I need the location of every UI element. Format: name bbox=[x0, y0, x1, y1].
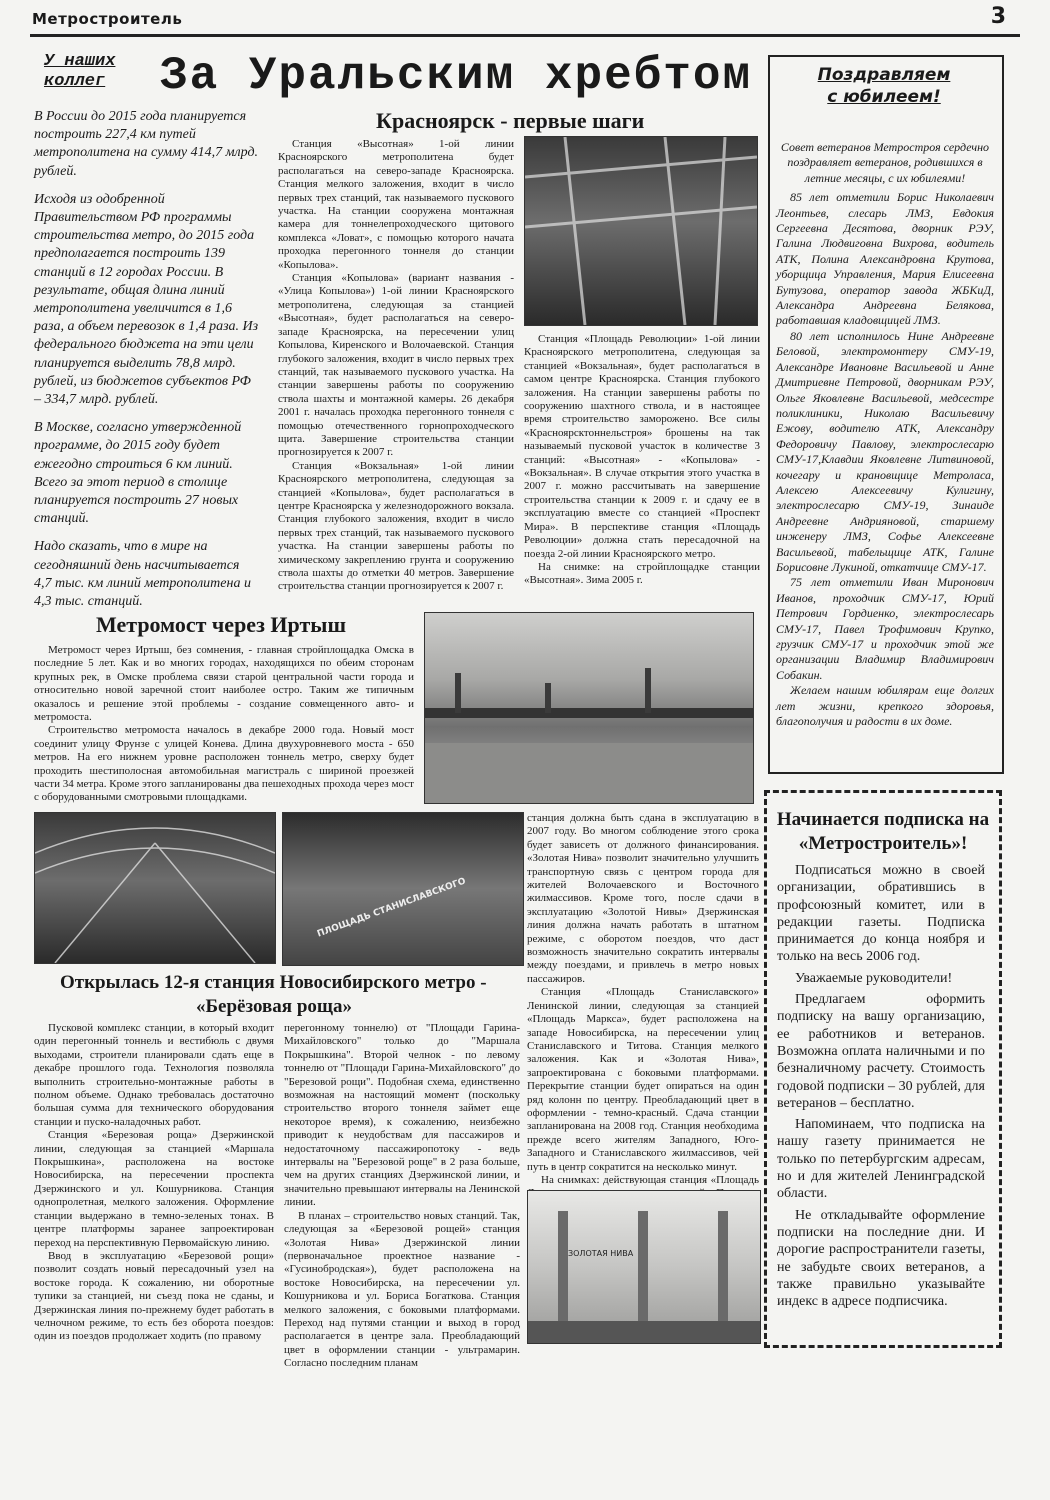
article-paragraph: Пусковой комплекс станции, в который входит один перегонный тоннель и вестибюль с двумя выходами, строители планировали сдать еще в декабре прошлого года. Технология позволяла выполнить строительно-монтажные работы в полном объеме. Однако требовалась достаточно большая сумма для технического оборудования станции и пуско-наладочных работ. bbox=[34, 1022, 274, 1128]
article-paragraph: Станция «Березовая роща» Дзержинской линии, следующая за станцией «Маршала Покрышкина», расположена на востоке Новосибирска, на пересечении проспекта Дзержинского и ул. Кошурникова. Станция однопролетная, мелкого заложения. Оформление станции выдержано в темно-зеленых тонах. В центре платформы заранее запроектирован переход на перспективную Первомайскую линию. bbox=[34, 1129, 274, 1249]
article-paragraph: Станция «Площадь Станиславского» Ленинской линии, следующая за станцией «Площадь Маркса», будет расположена на западе Новосибирска, на пересечении улиц Станиславского и Титова. Станция мелкого заложения. Как и «Золотая Нива», запроектирована с боковыми платформами. Перекрытие станции будет опираться на один ряд колонн по центру. Преобладающий цвет в оформлении - темно-красный. Сдача станции запланирована на 2008 год. Станция необходима прежде всего жителям Западного, Юго-Западного и Станиславского жилмассивов, чей путь в центр сократится на несколько минут. bbox=[527, 986, 759, 1173]
intro-paragraph: В Москве, согласно утвержденной программе, до 2015 году будет ежегодно строиться 6 км линий. Всего за этот период в столице планируется построить 27 новых станций. bbox=[34, 420, 242, 527]
krasnoyarsk-col1 bbox=[278, 138, 514, 594]
photo-station-project bbox=[282, 812, 524, 966]
omsk-title: Метромост через Иртыш bbox=[96, 612, 347, 637]
subscription-paragraph: Напоминаем, что подписка на нашу газету принимается не только по петербургским адресам, но и для жителей Ленинградской области. bbox=[777, 1117, 985, 1202]
newspaper-name: Метростроитель bbox=[32, 10, 183, 28]
krasnoyarsk-col2 bbox=[524, 333, 760, 588]
congrats-paragraph: 75 лет отметили Иван Миронович Иванов, проходчик СМУ-17, Юрий Петрович Гордиенко, электрослесарь СМУ-17, Павел Трофимович Крупко, грузчик СМУ-17 и проходчик этой же организации Владимир Владимирович Собакин. bbox=[776, 575, 994, 682]
subscription-title: Начинается подписка на «Метростроитель»! bbox=[776, 809, 990, 854]
article-paragraph: Строительство метромоста началось в декабре 2000 года. Новый мост соединит улицу Фрунзе с улицей Конева. Длина двухуровневого моста - 650 метров. На его нижнем уровне расположен тоннель метро, сверху будет проходить шестиполосная автомобильная магистраль с шириной проезжей части 34 метра. Кроме этого запланированы два пешеходных прохода через мост с оборудованными смотровыми площадками. bbox=[34, 724, 414, 804]
intro-paragraph: Исходя из одобренной Правительством РФ программы строительства метро, до 2015 года предполагается построить 139 станций в 12 городах России. В результате, общая длина линий метрополитена увеличится в 1,6 раза, а объем перевозок в 1,4 раза. Из федерального бюджета на эти цели планируется выделить 78,8 млрд. рублей, из бюджетов субъектов РФ – 334,7 млрд. рублей. bbox=[34, 191, 259, 408]
congrats-paragraph: 80 лет исполнилось Нине Андреевне Беловой, электромонтеру СМУ-19, Александре Ивановне Васильевой и Анне Дмитриевне Петровой, дворникам РЭУ, Ольге Яковлевне Васильевой, медсестре поликлиники, Николаю Васильевичу Ежову, водителю АТК, Александру Федоровичу Павлову, электрослесарю СМУ-17,Клавдии Яковлевне Литвиновой, кочегару и крановщице Метроласа, Алексею Алексеевичу Кулигину, электрослесарю СМУ-19, Зинаиде Андреевне Андрияновой, старшему инженеру ЛМЗ, Софье Алексеевне Васильевой, табельщице АТК, Галине Борисовне Лукиной, откатчице СМУ-17. bbox=[776, 328, 994, 574]
page-number: 3 bbox=[990, 4, 1006, 29]
novosibirsk-col3 bbox=[527, 812, 759, 1214]
article-paragraph: Станция «Площадь Революции» 1-ой линии Красноярского метрополитена, следующая за станцией «Вокзальная», будет располагаться в самом центре Красноярска. Станция глубокого заложения. На станции завершены работы по сооружению шахтного ствола, и в настоящее время строительство заморожено. Все силы «Красноярсктоннельстроя» брошены на так называемый пусковой участок в количестве 3 станций: «Высотная» - «Копылова» - «Вокзальная». В случае открытия этого участка в 2007 г. можно рассчитывать на завершение строительства станции к 2009 г. и сдачу ее в эксплуатацию вместе со станцией «Проспект Мира». В перспективе станция «Площадь Революции» должна стать пересадочной на поезда 2-ой линии Красноярского метро. bbox=[524, 333, 760, 560]
intro-column bbox=[34, 108, 260, 621]
render-sign: ЗОЛОТАЯ НИВА bbox=[568, 1249, 634, 1258]
congrats-paragraph: Желаем нашим юбилярам еще долгих лет жизни, крепкого здоровья, благополучия и радости в их доме. bbox=[776, 683, 994, 729]
congrats-title bbox=[774, 64, 994, 108]
novosibirsk-title-line1: Открылась 12-я станция Новосибирского метро - bbox=[60, 972, 487, 993]
photo-bridge-graphic bbox=[425, 613, 753, 803]
photo-construction-graphic bbox=[525, 137, 757, 325]
subscription-paragraph: Подписаться можно в своей организации, обратившись в профсоюзный комитет, или в редакции газеты. Подписка принимается до конца ноября и только на весь 2006 год. bbox=[777, 863, 985, 965]
render-graphic bbox=[528, 1191, 760, 1343]
station-sign: ПЛОЩАДЬ СТАНИСЛАВСКОГО bbox=[316, 876, 468, 940]
subscription-paragraph: Не откладывайте оформление подписки на последние дни. И дорогие распространители газеты, не забудьте своих ветеранов, а также правильно указывайте индекс в адресе подписчика. bbox=[777, 1207, 985, 1310]
subscription-paragraph: Предлагаем оформить подписку на вашу организацию, ее работников и ветеранов. Возможна оплата наличными и по безналичному расчету. Стоимость годовой подписки – 30 рублей, для ветеранов – бесплатно. bbox=[777, 992, 985, 1111]
photo-ploshchad-lenina bbox=[34, 812, 276, 964]
intro-paragraph: В России до 2015 года планируется построить 227,4 км путей метрополитена на сумму 414,7 млрд. рублей. bbox=[34, 109, 259, 179]
article-paragraph: Станция «Вокзальная» 1-ой линии Красноярского метрополитена, следующая за станцией «Копылова», будет располагаться в центре Красноярска у железнодорожного вокзала. Станция глубокого заложения, входит в число первых трех станций, так называемого пускового участка. На станции завершены работы по химическому закреплению грунта и сооружению ствола шахты до отметки 40 метров. Завершение строительства станции прогнозируется к 2007 г. bbox=[278, 459, 514, 593]
subscription-paragraph: Уважаемые руководители! bbox=[795, 970, 953, 986]
intro-paragraph: Надо сказать, что в мире на сегодняшний день насчитывается 4,7 тыс. км линий метрополитена и 4,3 тыс. станций. bbox=[34, 539, 251, 610]
article-paragraph: перегонному тоннелю) от "Площади Гарина-Михайловского" только до "Маршала Покрышкина". Второй челнок - по левому тоннелю от "Площади Гарина-Михайловского" до "Березовой рощи". Подобная схема, единственно возможная на настоящий момент (поскольку строительство второго тоннеля займет еще некоторое время), к сожалению, неизбежно приводит к неудобствам для пассажиров и недостаточному пассажиропотоку - ведь интервалы на "Березовой роще" в 2 раза больше, чем на других станциях Дзержинской линии, и значительно превышают интервалы на Ленинской линии. bbox=[284, 1022, 520, 1209]
novosibirsk-col2 bbox=[284, 1022, 520, 1371]
photo-metro-bridge bbox=[424, 612, 754, 804]
article-paragraph: Станция «Копылова» (вариант названия - «Улица Копылова») 1-ой линии Красноярского метрополитена, следующая за станцией «Высотная», будет располагаться на северо-западе Красноярска, на пересечении улиц Копылова, Киренского и Волочаевской. Станция глубокого заложения, входит в число первых трех станций, так называемого пускового участка. На станции завершены работы по сооружению ствола шахты и монтажной камеры. 26 декабря 2001 г. началась проходка перегонного тоннеля с помощью отечественного горнопроходческого щита. Завершение строительства станции прогнозируется к 2007 г. bbox=[278, 272, 514, 459]
omsk-text bbox=[34, 644, 414, 805]
congrats-title-line1: Поздравляем bbox=[817, 65, 951, 85]
congrats-body bbox=[776, 140, 994, 729]
header-rule bbox=[30, 34, 1020, 37]
congrats-title-line2: с юбилеем! bbox=[827, 87, 941, 107]
article-paragraph: Ввод в эксплуатацию «Березовой рощи» позволит создать новый пересадочный узел на востоке города. К сожалению, ни оборотные тупики за станцией, ни съезд пока не сданы, и Дзержинская линия по-прежнему будет работать в челночном режиме, то есть без оборота поездов: один из поездов продолжает ходить (по правому bbox=[34, 1249, 274, 1343]
article-paragraph: В планах – строительство новых станций. Так, следующая за «Березовой рощей» станция «Золотая Нива» Дзержинской линии (первоначальное проектное название - «Гусинобродская»), будет расположена на востоке Новосибирска, на пересечении ул. Кошурникова и ул. Бориса Богаткова. Станция мелкого заложения, с боковыми платформами. Переход над путями станции и выход в город располагается в центре зала. Преобладающий цвет в оформлении станции - ультрамарин. Согласно последним планам bbox=[284, 1209, 520, 1370]
novosibirsk-title-line2: «Берёзовая роща» bbox=[196, 996, 352, 1017]
article-paragraph: Станция «Высотная» 1-ой линии Красноярского метрополитена будет располагаться на северо-западе Красноярска. Станция мелкого заложения, входит в число первых трех станций, так называемого пускового участка. На станции сооружена монтажная камера для тоннелепроходческого щитового комплекса «Ловат», с помощью которого начата проходка перегонного тоннеля до станции «Копылова». bbox=[278, 138, 514, 271]
render-station-projects bbox=[527, 1190, 761, 1344]
congrats-paragraph: Совет ветеранов Метростроя сердечно поздравляет ветеранов, родившихся в летние месяцы, с их юбилеями! bbox=[780, 140, 990, 185]
section-rubric: У наших коллег bbox=[44, 52, 116, 91]
article-paragraph: Метромост через Иртыш, без сомнения, - главная стройплощадка Омска в последние 5 лет. Как и во многих городах, находящихся по обеим сторонам крупных рек, в Омске проблема связи старой центральной части города и относительно новой заречной стоит наиболее остро. Таким же типичным оказалось и решение этой проблемы - создание совмещенного авто- и метромоста. bbox=[34, 644, 414, 724]
krasnoyarsk-title: Красноярск - первые шаги bbox=[376, 108, 645, 133]
subscription-body bbox=[777, 862, 985, 1314]
photo-caption: На снимках: действующая станция «Площадь bbox=[541, 1173, 759, 1186]
photo-station-hall-graphic bbox=[35, 813, 275, 963]
page-title: За Уральским хребтом bbox=[160, 50, 753, 102]
congrats-paragraph: 85 лет отметили Борис Николаевич Леонтьев, слесарь ЛМЗ, Евдокия Сергеевна Десятова, дворник РЭУ, Галина Людвиговна Вихрова, водитель АТК, Полина Александровна Крутова, уборщица Управления, Мария Елисеевна Бутузова, оператор завода ЖБКиД, Александра Андреевна Белякова, работавшая кладовщицей ЛМЗ. bbox=[776, 190, 994, 328]
photo-station-construction bbox=[524, 136, 758, 326]
article-paragraph: станция должна быть сдана в эксплуатацию в 2007 году. Во многом соблюдение этого срока будет зависеть от должного финансирования. «Золотая Нива» позволит значительно улучшить транспортную связь с центром города для жителей Волочаевского и Восточного жилмассивов. Кроме того, после сдачи в эксплуатацию «Золотой Нивы» Дзержинская линия должна начать работать в штатном режиме, с оборотом поездов, что даст возможность значительно сократить интервалы между поездами, и привлечь в метро новых пассажиров. bbox=[527, 812, 759, 985]
novosibirsk-col1 bbox=[34, 1022, 274, 1344]
photo-caption: На снимке: на стройплощадке станции «Высотная». Зима 2005 г. bbox=[524, 560, 760, 587]
